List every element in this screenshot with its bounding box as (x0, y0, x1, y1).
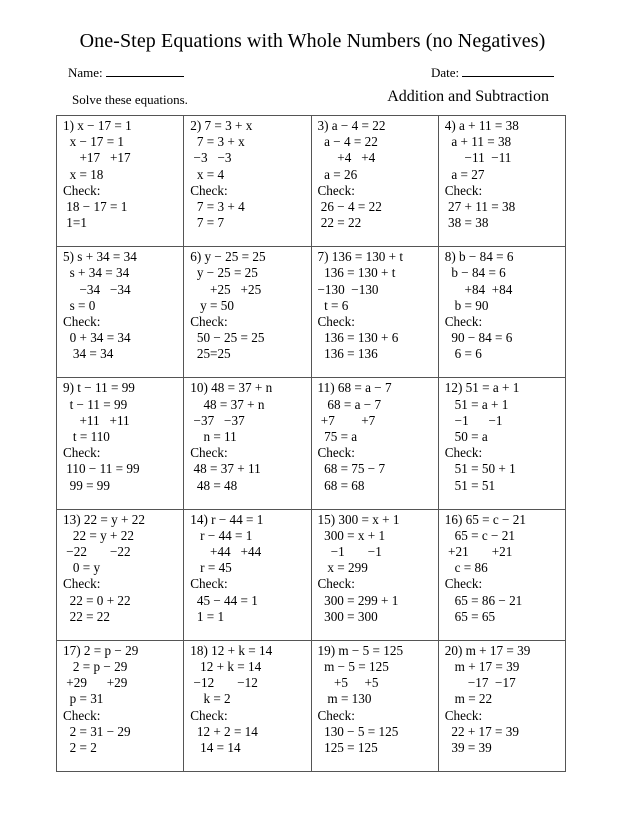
solution-step: a + 11 = 38 (444, 134, 512, 150)
instructions: Solve these equations. (72, 92, 188, 107)
solution-step: 22 + 17 = 39 (444, 723, 519, 739)
solution-step: 68 = a − 7 (317, 396, 382, 412)
problem-equation: 3) a − 4 = 22 (317, 118, 386, 133)
solution-step: 51 = 50 + 1 (444, 461, 516, 477)
solution-step: 22 = 0 + 22 (63, 592, 131, 608)
solution-step: −12 −12 (190, 675, 258, 691)
solution-step: 18 − 17 = 1 (63, 199, 128, 215)
solution-step: b − 84 = 6 (444, 265, 506, 281)
solution-step: 68 = 75 − 7 (317, 461, 386, 477)
solution-step: 22 = 22 (317, 215, 362, 231)
solution-step: −22 −22 (63, 544, 131, 559)
solution-step: 1 = 1 (190, 608, 225, 624)
solution-step: 50 = a (444, 429, 488, 444)
solution-step: +11 +11 (63, 412, 130, 428)
solution-step: 51 = a + 1 (444, 396, 509, 412)
check-label: Check: (444, 182, 483, 198)
solution-step: 1=1 (63, 215, 87, 231)
solution-step: 6 = 6 (444, 346, 482, 362)
check-label: Check: (190, 445, 228, 461)
solution-step: +5 +5 (317, 675, 379, 691)
problem-equation: 2) 7 = 3 + x (190, 118, 253, 133)
solution-step: 136 = 130 + 6 (317, 330, 399, 346)
problem-cell (184, 378, 311, 509)
solution-step: 0 + 34 = 34 (63, 330, 131, 346)
solution-step: p = 31 (63, 691, 104, 707)
solution-step: 65 = 65 (444, 608, 496, 624)
solution-step: 0 = y (63, 560, 101, 576)
solution-step: x = 18 (63, 166, 104, 182)
solution-step: +21 +21 (444, 544, 513, 559)
problem-equation: 10) 48 = 37 + n (190, 380, 273, 396)
solution-step: n = 11 (190, 429, 237, 444)
check-label: Check: (444, 707, 483, 723)
problem-equation: 11) 68 = a − 7 (317, 380, 392, 396)
solution-step: s = 0 (63, 297, 96, 313)
problem-equation: 19) m − 5 = 125 (317, 642, 404, 658)
solution-step: t = 110 (63, 429, 110, 444)
worksheet-title: One-Step Equations with Whole Numbers (no Negatives) (79, 30, 546, 52)
solution-step: 22 = y + 22 (63, 527, 134, 543)
solution-step: x − 17 = 1 (63, 134, 125, 150)
check-label: Check: (317, 445, 355, 461)
solution-step: 130 − 5 = 125 (317, 723, 399, 739)
date-blank (462, 64, 554, 77)
solution-step: 7 = 7 (190, 215, 225, 231)
check-label: Check: (63, 445, 101, 461)
solution-step: 50 − 25 = 25 (190, 330, 265, 346)
solution-step: 48 = 37 + n (190, 396, 265, 412)
date-label: Date: (431, 65, 460, 80)
solution-step: +44 +44 (190, 544, 262, 559)
solution-step: 110 − 11 = 99 (63, 461, 140, 477)
problem-cell (312, 247, 439, 378)
solution-step: 300 = 300 (317, 608, 378, 624)
solution-step: 300 = 299 + 1 (317, 592, 399, 608)
solution-step: 125 = 125 (317, 740, 378, 756)
problem-equation: 7) 136 = 130 + t (317, 249, 404, 265)
problem-equation: 14) r − 44 = 1 (190, 511, 264, 527)
check-label: Check: (190, 707, 228, 723)
solution-step: 25=25 (190, 346, 231, 362)
solution-step: x = 299 (317, 560, 368, 576)
problem-cell (312, 378, 439, 509)
solution-step: 75 = a (317, 429, 358, 444)
problem-equation: 12) 51 = a + 1 (444, 380, 520, 396)
solution-step: m + 17 = 39 (444, 659, 520, 674)
solution-step: +4 +4 (317, 150, 376, 166)
solution-step: m = 22 (444, 691, 493, 707)
solution-step: m = 130 (317, 691, 372, 707)
date-field (431, 64, 554, 81)
name-blank (106, 64, 184, 77)
solution-step: 300 = x + 1 (317, 527, 386, 543)
solution-step: 2 = 2 (63, 740, 97, 756)
problem-grid (56, 115, 566, 772)
problem-cell (312, 116, 439, 247)
problem-cell (439, 378, 566, 509)
problem-cell (184, 641, 311, 772)
check-label: Check: (63, 182, 101, 198)
problem-equation: 17) 2 = p − 29 (63, 642, 139, 658)
topic-heading: Addition and Subtraction (387, 88, 549, 105)
check-label: Check: (63, 707, 101, 723)
solution-step: 45 − 44 = 1 (190, 592, 258, 608)
solution-step: 48 = 48 (190, 477, 238, 493)
solution-step: s + 34 = 34 (63, 265, 130, 281)
solution-step: 65 = 86 − 21 (444, 592, 523, 608)
check-label: Check: (190, 182, 228, 198)
solution-step: a − 4 = 22 (317, 134, 378, 150)
solution-step: +7 +7 (317, 412, 376, 428)
check-label: Check: (190, 314, 228, 329)
check-label: Check: (444, 445, 483, 461)
solution-step: c = 86 (444, 560, 488, 576)
solution-step: 2 = p − 29 (63, 659, 128, 674)
name-label: Name: (68, 65, 103, 80)
solution-step: 38 = 38 (444, 215, 489, 231)
problem-equation: 16) 65 = c − 21 (444, 511, 526, 527)
problem-cell (439, 510, 566, 641)
problem-cell (439, 116, 566, 247)
problem-cell (312, 510, 439, 641)
solution-step: 99 = 99 (63, 477, 110, 493)
problem-equation: 5) s + 34 = 34 (63, 249, 137, 265)
solution-step: 90 − 84 = 6 (444, 330, 513, 346)
problem-equation: 15) 300 = x + 1 (317, 511, 400, 527)
problem-cell (439, 247, 566, 378)
solution-step: 26 − 4 = 22 (317, 199, 382, 215)
solution-step: 14 = 14 (190, 740, 241, 756)
solution-step: a = 27 (444, 166, 485, 182)
problem-cell (57, 247, 184, 378)
problem-cell (57, 378, 184, 509)
solution-step: 34 = 34 (63, 346, 114, 362)
problem-equation: 1) x − 17 = 1 (63, 118, 132, 133)
check-label: Check: (317, 182, 355, 198)
solution-step: 48 = 37 + 11 (190, 461, 261, 477)
problem-equation: 8) b − 84 = 6 (444, 249, 514, 265)
solution-step: −1 −1 (444, 412, 503, 428)
name-field (68, 64, 184, 81)
solution-step: 12 + k = 14 (190, 659, 262, 674)
solution-step: −37 −37 (190, 412, 245, 428)
solution-step: y = 50 (190, 297, 234, 313)
problem-cell (57, 116, 184, 247)
solution-step: −1 −1 (317, 544, 382, 559)
problem-cell (184, 116, 311, 247)
check-label: Check: (190, 576, 228, 592)
problem-cell (439, 641, 566, 772)
solution-step: r − 44 = 1 (190, 527, 253, 543)
solution-step: 51 = 51 (444, 477, 496, 493)
solution-step: 7 = 3 + x (190, 134, 245, 150)
problem-equation: 4) a + 11 = 38 (444, 118, 519, 133)
solution-step: −130 −130 (317, 281, 379, 297)
check-label: Check: (317, 707, 355, 723)
solution-step: +29 +29 (63, 675, 128, 691)
problem-cell (184, 510, 311, 641)
solution-step: 65 = c − 21 (444, 527, 515, 543)
problem-equation: 6) y − 25 = 25 (190, 249, 266, 265)
solution-step: 12 + 2 = 14 (190, 723, 258, 739)
solution-step: x = 4 (190, 166, 225, 182)
solution-step: a = 26 (317, 166, 358, 182)
solution-step: t − 11 = 99 (63, 396, 128, 412)
solution-step: m − 5 = 125 (317, 659, 389, 674)
problem-equation: 13) 22 = y + 22 (63, 511, 145, 527)
check-label: Check: (444, 314, 483, 329)
check-label: Check: (444, 576, 483, 592)
solution-step: 22 = 22 (63, 608, 110, 624)
solution-step: −3 −3 (190, 150, 232, 166)
solution-step: +84 +84 (444, 281, 513, 297)
solution-step: 136 = 136 (317, 346, 378, 362)
problem-equation: 18) 12 + k = 14 (190, 642, 273, 658)
solution-step: −34 −34 (63, 281, 131, 297)
problem-cell (57, 510, 184, 641)
solution-step: 39 = 39 (444, 740, 492, 756)
solution-step: 7 = 3 + 4 (190, 199, 245, 215)
check-label: Check: (317, 314, 355, 329)
solution-step: 27 + 11 = 38 (444, 199, 516, 215)
solution-step: −11 −11 (444, 150, 512, 166)
solution-step: 68 = 68 (317, 477, 365, 493)
solution-step: t = 6 (317, 297, 349, 313)
problem-equation: 9) t − 11 = 99 (63, 380, 135, 396)
solution-step: y − 25 = 25 (190, 265, 258, 281)
problem-equation: 20) m + 17 = 39 (444, 642, 531, 658)
solution-step: b = 90 (444, 297, 489, 313)
solution-step: 136 = 130 + t (317, 265, 396, 281)
problem-cell (57, 641, 184, 772)
check-label: Check: (63, 576, 101, 592)
solution-step: +17 +17 (63, 150, 131, 166)
solution-step: 2 = 31 − 29 (63, 723, 131, 739)
solution-step: r = 45 (190, 560, 232, 576)
solution-step: +25 +25 (190, 281, 262, 297)
problem-cell (184, 247, 311, 378)
problem-cell (312, 641, 439, 772)
check-label: Check: (63, 314, 101, 329)
solution-step: k = 2 (190, 691, 231, 707)
solution-step: −17 −17 (444, 675, 516, 691)
check-label: Check: (317, 576, 355, 592)
